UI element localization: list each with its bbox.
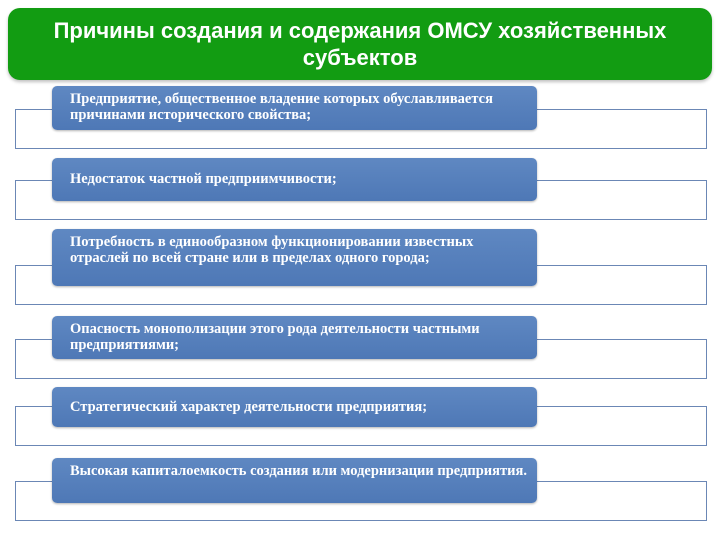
list-item: Недостаток частной предприимчивости; [52, 158, 537, 201]
list-item: Высокая капиталоемкость создания или модернизации предприятия. [52, 458, 537, 503]
title-banner [8, 8, 712, 80]
list-item: Предприятие, общественное владение которых обуславливается причинами исторического свойства; [52, 86, 537, 130]
list-item: Потребность в единообразном функционировании известных отраслей по всей стране или в пределах одного города; [52, 229, 537, 286]
slide-title: Причины создания и содержания ОМСУ хозяйственных субъектов [53, 18, 667, 70]
list-item: Стратегический характер деятельности предприятия; [52, 387, 537, 427]
list-item: Опасность монополизации этого рода деятельности частными предприятиями; [52, 316, 537, 359]
